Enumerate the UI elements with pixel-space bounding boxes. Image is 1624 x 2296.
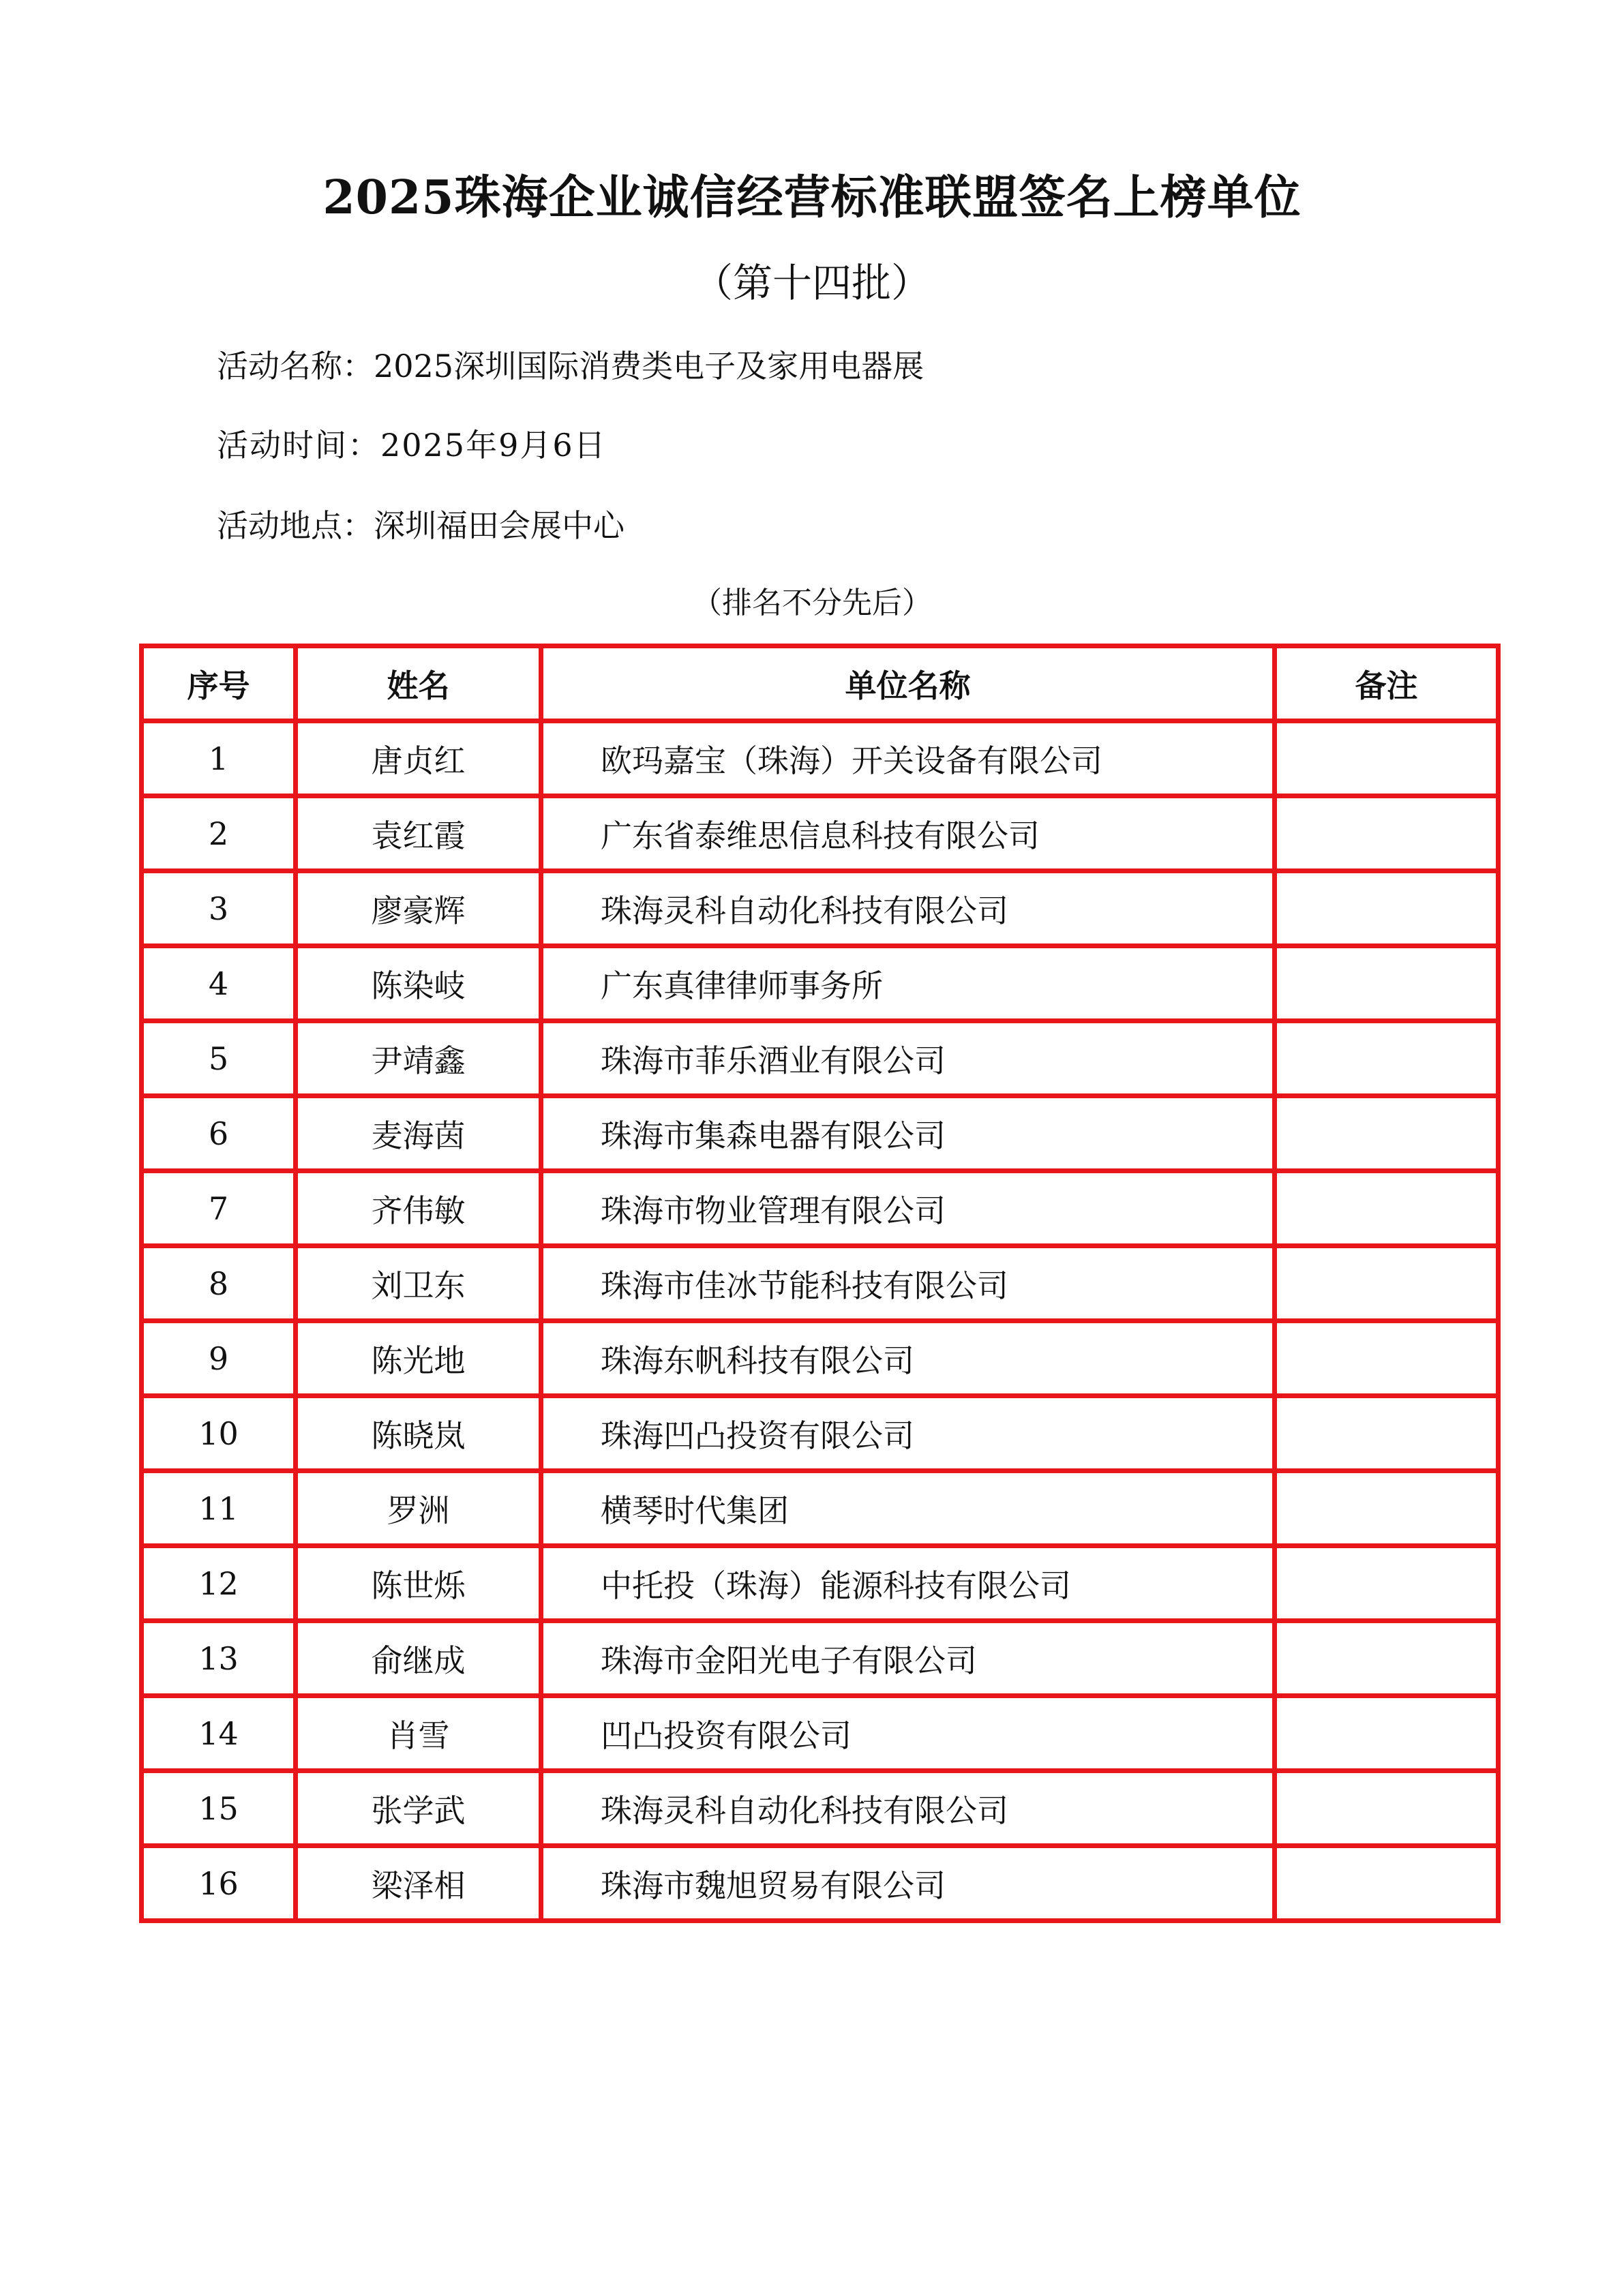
cell-note <box>1275 1771 1499 1846</box>
cell-name: 袁红霞 <box>296 796 541 871</box>
table-row <box>142 1321 1499 1396</box>
cell-unit: 珠海市菲乐酒业有限公司 <box>541 1021 1275 1096</box>
cell-note <box>1275 1171 1499 1246</box>
cell-no: 8 <box>142 1246 296 1321</box>
cell-note <box>1275 721 1499 796</box>
cell-name: 陈光地 <box>296 1321 541 1396</box>
cell-name: 陈晓岚 <box>296 1396 541 1471</box>
cell-unit: 中托投（珠海）能源科技有限公司 <box>541 1546 1275 1621</box>
cell-unit: 横琴时代集团 <box>541 1471 1275 1546</box>
cell-unit: 珠海市物业管理有限公司 <box>541 1171 1275 1246</box>
cell-name: 唐贞红 <box>296 721 541 796</box>
cell-no: 2 <box>142 796 296 871</box>
cell-name: 罗洲 <box>296 1471 541 1546</box>
document-title: 2025珠海企业诚信经营标准联盟签名上榜单位 <box>322 170 1302 225</box>
cell-no: 7 <box>142 1171 296 1246</box>
column-header-no: 序号 <box>142 646 296 721</box>
cell-unit: 珠海市佳冰节能科技有限公司 <box>541 1246 1275 1321</box>
cell-unit: 凹凸投资有限公司 <box>541 1696 1275 1771</box>
table-row <box>142 1171 1499 1246</box>
column-header-name: 姓名 <box>296 646 541 721</box>
cell-unit: 珠海凹凸投资有限公司 <box>541 1396 1275 1471</box>
cell-no: 9 <box>142 1321 296 1396</box>
cell-no: 12 <box>142 1546 296 1621</box>
table-row <box>142 1246 1499 1321</box>
cell-unit: 欧玛嘉宝（珠海）开关设备有限公司 <box>541 721 1275 796</box>
cell-unit: 广东真律律师事务所 <box>541 946 1275 1021</box>
cell-name: 张学武 <box>296 1771 541 1846</box>
column-header-note: 备注 <box>1275 646 1499 721</box>
table-row <box>142 796 1499 871</box>
cell-unit: 珠海市金阳光电子有限公司 <box>541 1621 1275 1696</box>
cell-name: 刘卫东 <box>296 1246 541 1321</box>
cell-note <box>1275 871 1499 946</box>
cell-no: 15 <box>142 1771 296 1846</box>
table-row <box>142 871 1499 946</box>
cell-note <box>1275 1321 1499 1396</box>
cell-note <box>1275 946 1499 1021</box>
event-name-line: 活动名称：2025深圳国际消费类电子及家用电器展 <box>217 348 924 384</box>
cell-name: 尹靖鑫 <box>296 1021 541 1096</box>
cell-no: 16 <box>142 1846 296 1921</box>
table-row <box>142 1771 1499 1846</box>
ranking-note: （排名不分先后） <box>692 586 932 620</box>
cell-name: 俞继成 <box>296 1621 541 1696</box>
cell-no: 14 <box>142 1696 296 1771</box>
cell-note <box>1275 1471 1499 1546</box>
cell-unit: 珠海灵科自动化科技有限公司 <box>541 871 1275 946</box>
table-row <box>142 1846 1499 1921</box>
cell-no: 4 <box>142 946 296 1021</box>
signatory-table <box>139 644 1501 1923</box>
table-header-row <box>142 646 1499 721</box>
table-row <box>142 946 1499 1021</box>
cell-name: 陈世烁 <box>296 1546 541 1621</box>
cell-no: 6 <box>142 1096 296 1171</box>
cell-no: 13 <box>142 1621 296 1696</box>
cell-no: 5 <box>142 1021 296 1096</box>
cell-name: 肖雪 <box>296 1696 541 1771</box>
batch-subtitle: （第十四批） <box>693 260 931 306</box>
cell-no: 11 <box>142 1471 296 1546</box>
table-row <box>142 1471 1499 1546</box>
cell-note <box>1275 1096 1499 1171</box>
table-row <box>142 721 1499 796</box>
cell-note <box>1275 1546 1499 1621</box>
cell-name: 齐伟敏 <box>296 1171 541 1246</box>
cell-name: 麦海茵 <box>296 1096 541 1171</box>
table-row <box>142 1021 1499 1096</box>
cell-no: 10 <box>142 1396 296 1471</box>
cell-note <box>1275 1696 1499 1771</box>
cell-unit: 珠海东帆科技有限公司 <box>541 1321 1275 1396</box>
column-header-unit: 单位名称 <box>541 646 1275 721</box>
cell-unit: 广东省泰维思信息科技有限公司 <box>541 796 1275 871</box>
cell-unit: 珠海市魏旭贸易有限公司 <box>541 1846 1275 1921</box>
cell-name: 廖豪辉 <box>296 871 541 946</box>
event-place-line: 活动地点：深圳福田会展中心 <box>217 507 625 544</box>
cell-note <box>1275 1246 1499 1321</box>
cell-note <box>1275 1396 1499 1471</box>
table-body <box>142 721 1499 1921</box>
cell-note <box>1275 796 1499 871</box>
table-row <box>142 1546 1499 1621</box>
cell-name: 梁泽相 <box>296 1846 541 1921</box>
cell-note <box>1275 1621 1499 1696</box>
cell-no: 3 <box>142 871 296 946</box>
event-time-line: 活动时间：2025年9月6日 <box>217 427 607 464</box>
cell-note <box>1275 1846 1499 1921</box>
table-row <box>142 1396 1499 1471</box>
cell-no: 1 <box>142 721 296 796</box>
table-row <box>142 1621 1499 1696</box>
cell-unit: 珠海市集森电器有限公司 <box>541 1096 1275 1171</box>
table-row <box>142 1096 1499 1171</box>
table-row <box>142 1696 1499 1771</box>
cell-unit: 珠海灵科自动化科技有限公司 <box>541 1771 1275 1846</box>
cell-name: 陈染岐 <box>296 946 541 1021</box>
cell-note <box>1275 1021 1499 1096</box>
